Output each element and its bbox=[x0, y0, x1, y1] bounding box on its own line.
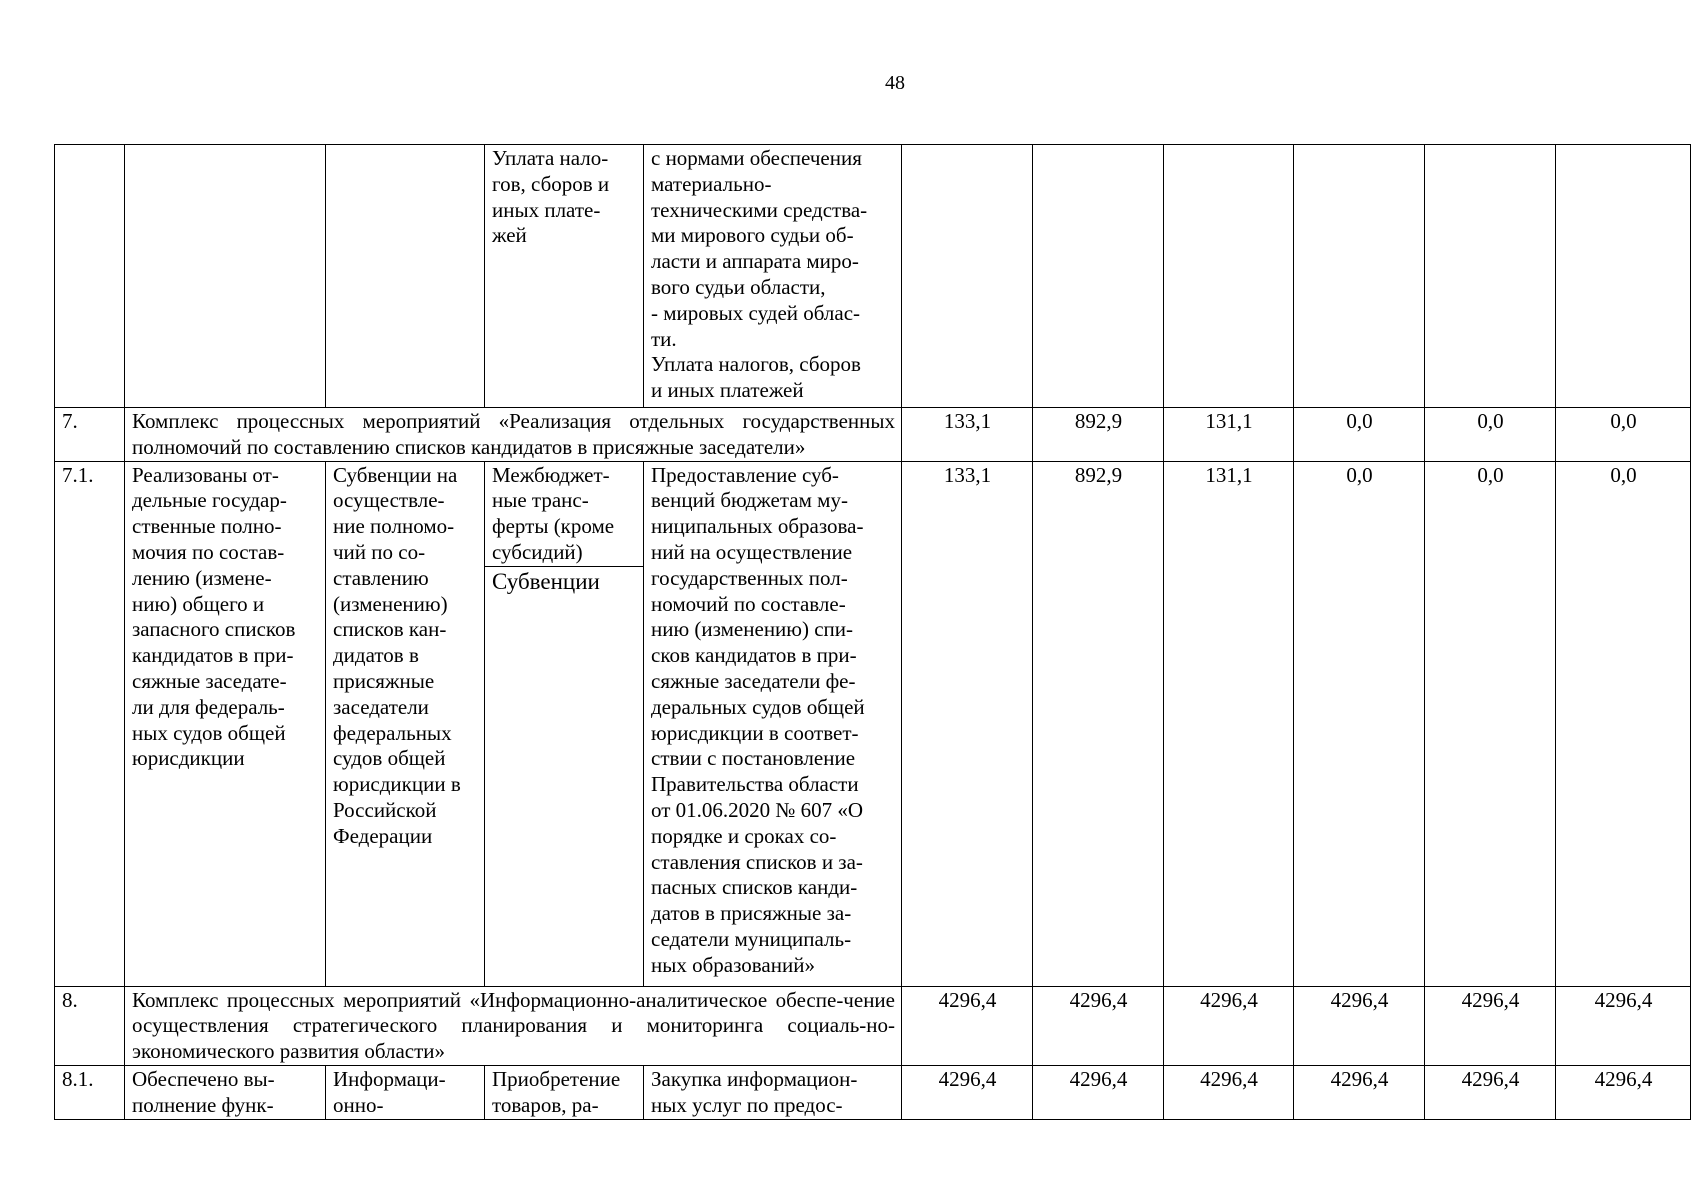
value-cell bbox=[1556, 145, 1691, 408]
table-row bbox=[55, 986, 1691, 1065]
expense-type-cell bbox=[485, 461, 644, 986]
result-cell: Обеспечено вы- полнение функ- bbox=[125, 1065, 326, 1119]
value-cell: 4296,4 bbox=[1033, 1065, 1164, 1119]
description-cell: Предоставление суб- венций бюджетам му- ниципальных образова- ний на осуществление государственных пол- номочий по составле- нию (изменению) спи- сков кандидатов в при- сяжные заседатели фе- деральных судов общей юрисдикции в соответ- ствии с постановление Правительства области от 01.06.2020 № 607 «О порядке и сроках со- ставления списков и за- пасных списков канди- датов в присяжные за- седатели муниципаль- ных образований» bbox=[644, 461, 902, 986]
value-cell: 0,0 bbox=[1294, 461, 1425, 986]
value-cell: 0,0 bbox=[1294, 408, 1425, 462]
result-cell bbox=[125, 145, 326, 408]
value-cell: 4296,4 bbox=[1033, 986, 1164, 1065]
expense-type-cell: Уплата нало- гов, сборов и иных плате- жей bbox=[485, 145, 644, 408]
value-cell bbox=[1033, 145, 1164, 408]
value-cell: 133,1 bbox=[902, 408, 1033, 462]
table-row bbox=[55, 408, 1691, 462]
row-number-cell: 8.1. bbox=[55, 1065, 125, 1119]
row-number-cell: 8. bbox=[55, 986, 125, 1065]
expense-type-top: Межбюджет- ные транс- ферты (кроме субсидий) bbox=[485, 463, 643, 567]
value-cell: 0,0 bbox=[1556, 408, 1691, 462]
value-cell: 4296,4 bbox=[1556, 1065, 1691, 1119]
value-cell bbox=[1294, 145, 1425, 408]
table-row bbox=[55, 145, 1691, 408]
value-cell: 4296,4 bbox=[1294, 1065, 1425, 1119]
value-cell: 4296,4 bbox=[1425, 986, 1556, 1065]
page-number: 48 bbox=[885, 72, 905, 94]
value-cell: 4296,4 bbox=[1556, 986, 1691, 1065]
row-number-cell: 7. bbox=[55, 408, 125, 462]
program-table bbox=[54, 144, 1691, 1120]
result-cell: Реализованы от- дельные государ- ственные полно- мочия по состав- лению (измене- нию) общего и запасного списков кандидатов в при- сяжные заседате- ли для федераль- ных судов общей юрисдикции bbox=[125, 461, 326, 986]
description-cell: Закупка информацион- ных услуг по предос- bbox=[644, 1065, 902, 1119]
value-cell bbox=[1164, 145, 1294, 408]
value-cell: 4296,4 bbox=[1294, 986, 1425, 1065]
value-cell: 0,0 bbox=[1425, 408, 1556, 462]
value-cell: 131,1 bbox=[1164, 461, 1294, 986]
subsidy-cell: Информаци- онно- bbox=[326, 1065, 485, 1119]
description-cell: с нормами обеспечения материально- техническими средства- ми мирового судьи об- ласти и аппарата миро- вого судьи области, - мировых судей облас- ти. Уплата налогов, сборов и иных платежей bbox=[644, 145, 902, 408]
complex-title-cell: Комплекс процессных мероприятий «Информационно-аналитическое обеспе-чение осуществления стратегического планирования и мониторинга социаль-но-экономического развития области» bbox=[125, 986, 902, 1065]
row-number-cell bbox=[55, 145, 125, 408]
value-cell: 0,0 bbox=[1425, 461, 1556, 986]
row-number-cell: 7.1. bbox=[55, 461, 125, 986]
value-cell: 131,1 bbox=[1164, 408, 1294, 462]
value-cell: 0,0 bbox=[1556, 461, 1691, 986]
expense-type-cell: Приобретение товаров, ра- bbox=[485, 1065, 644, 1119]
value-cell: 4296,4 bbox=[902, 1065, 1033, 1119]
table-row bbox=[55, 461, 1691, 986]
subsidy-cell bbox=[326, 145, 485, 408]
expense-type-bottom: Субвенции bbox=[492, 568, 600, 594]
value-cell: 4296,4 bbox=[1164, 986, 1294, 1065]
subsidy-cell: Субвенции на осуществле- ние полномо- чий по со- ставлению (изменению) списков кан- дидатов в присяжные заседатели федеральных судов общей юрисдикции в Российской Федерации bbox=[326, 461, 485, 986]
value-cell bbox=[1425, 145, 1556, 408]
value-cell: 4296,4 bbox=[1164, 1065, 1294, 1119]
complex-title-cell: Комплекс процессных мероприятий «Реализация отдельных государственных полномочий по составлению списков кандидатов в присяжные заседатели» bbox=[125, 408, 902, 462]
value-cell: 133,1 bbox=[902, 461, 1033, 986]
value-cell: 892,9 bbox=[1033, 461, 1164, 986]
value-cell: 4296,4 bbox=[1425, 1065, 1556, 1119]
value-cell: 4296,4 bbox=[902, 986, 1033, 1065]
value-cell: 892,9 bbox=[1033, 408, 1164, 462]
table-row bbox=[55, 1065, 1691, 1119]
value-cell bbox=[902, 145, 1033, 408]
